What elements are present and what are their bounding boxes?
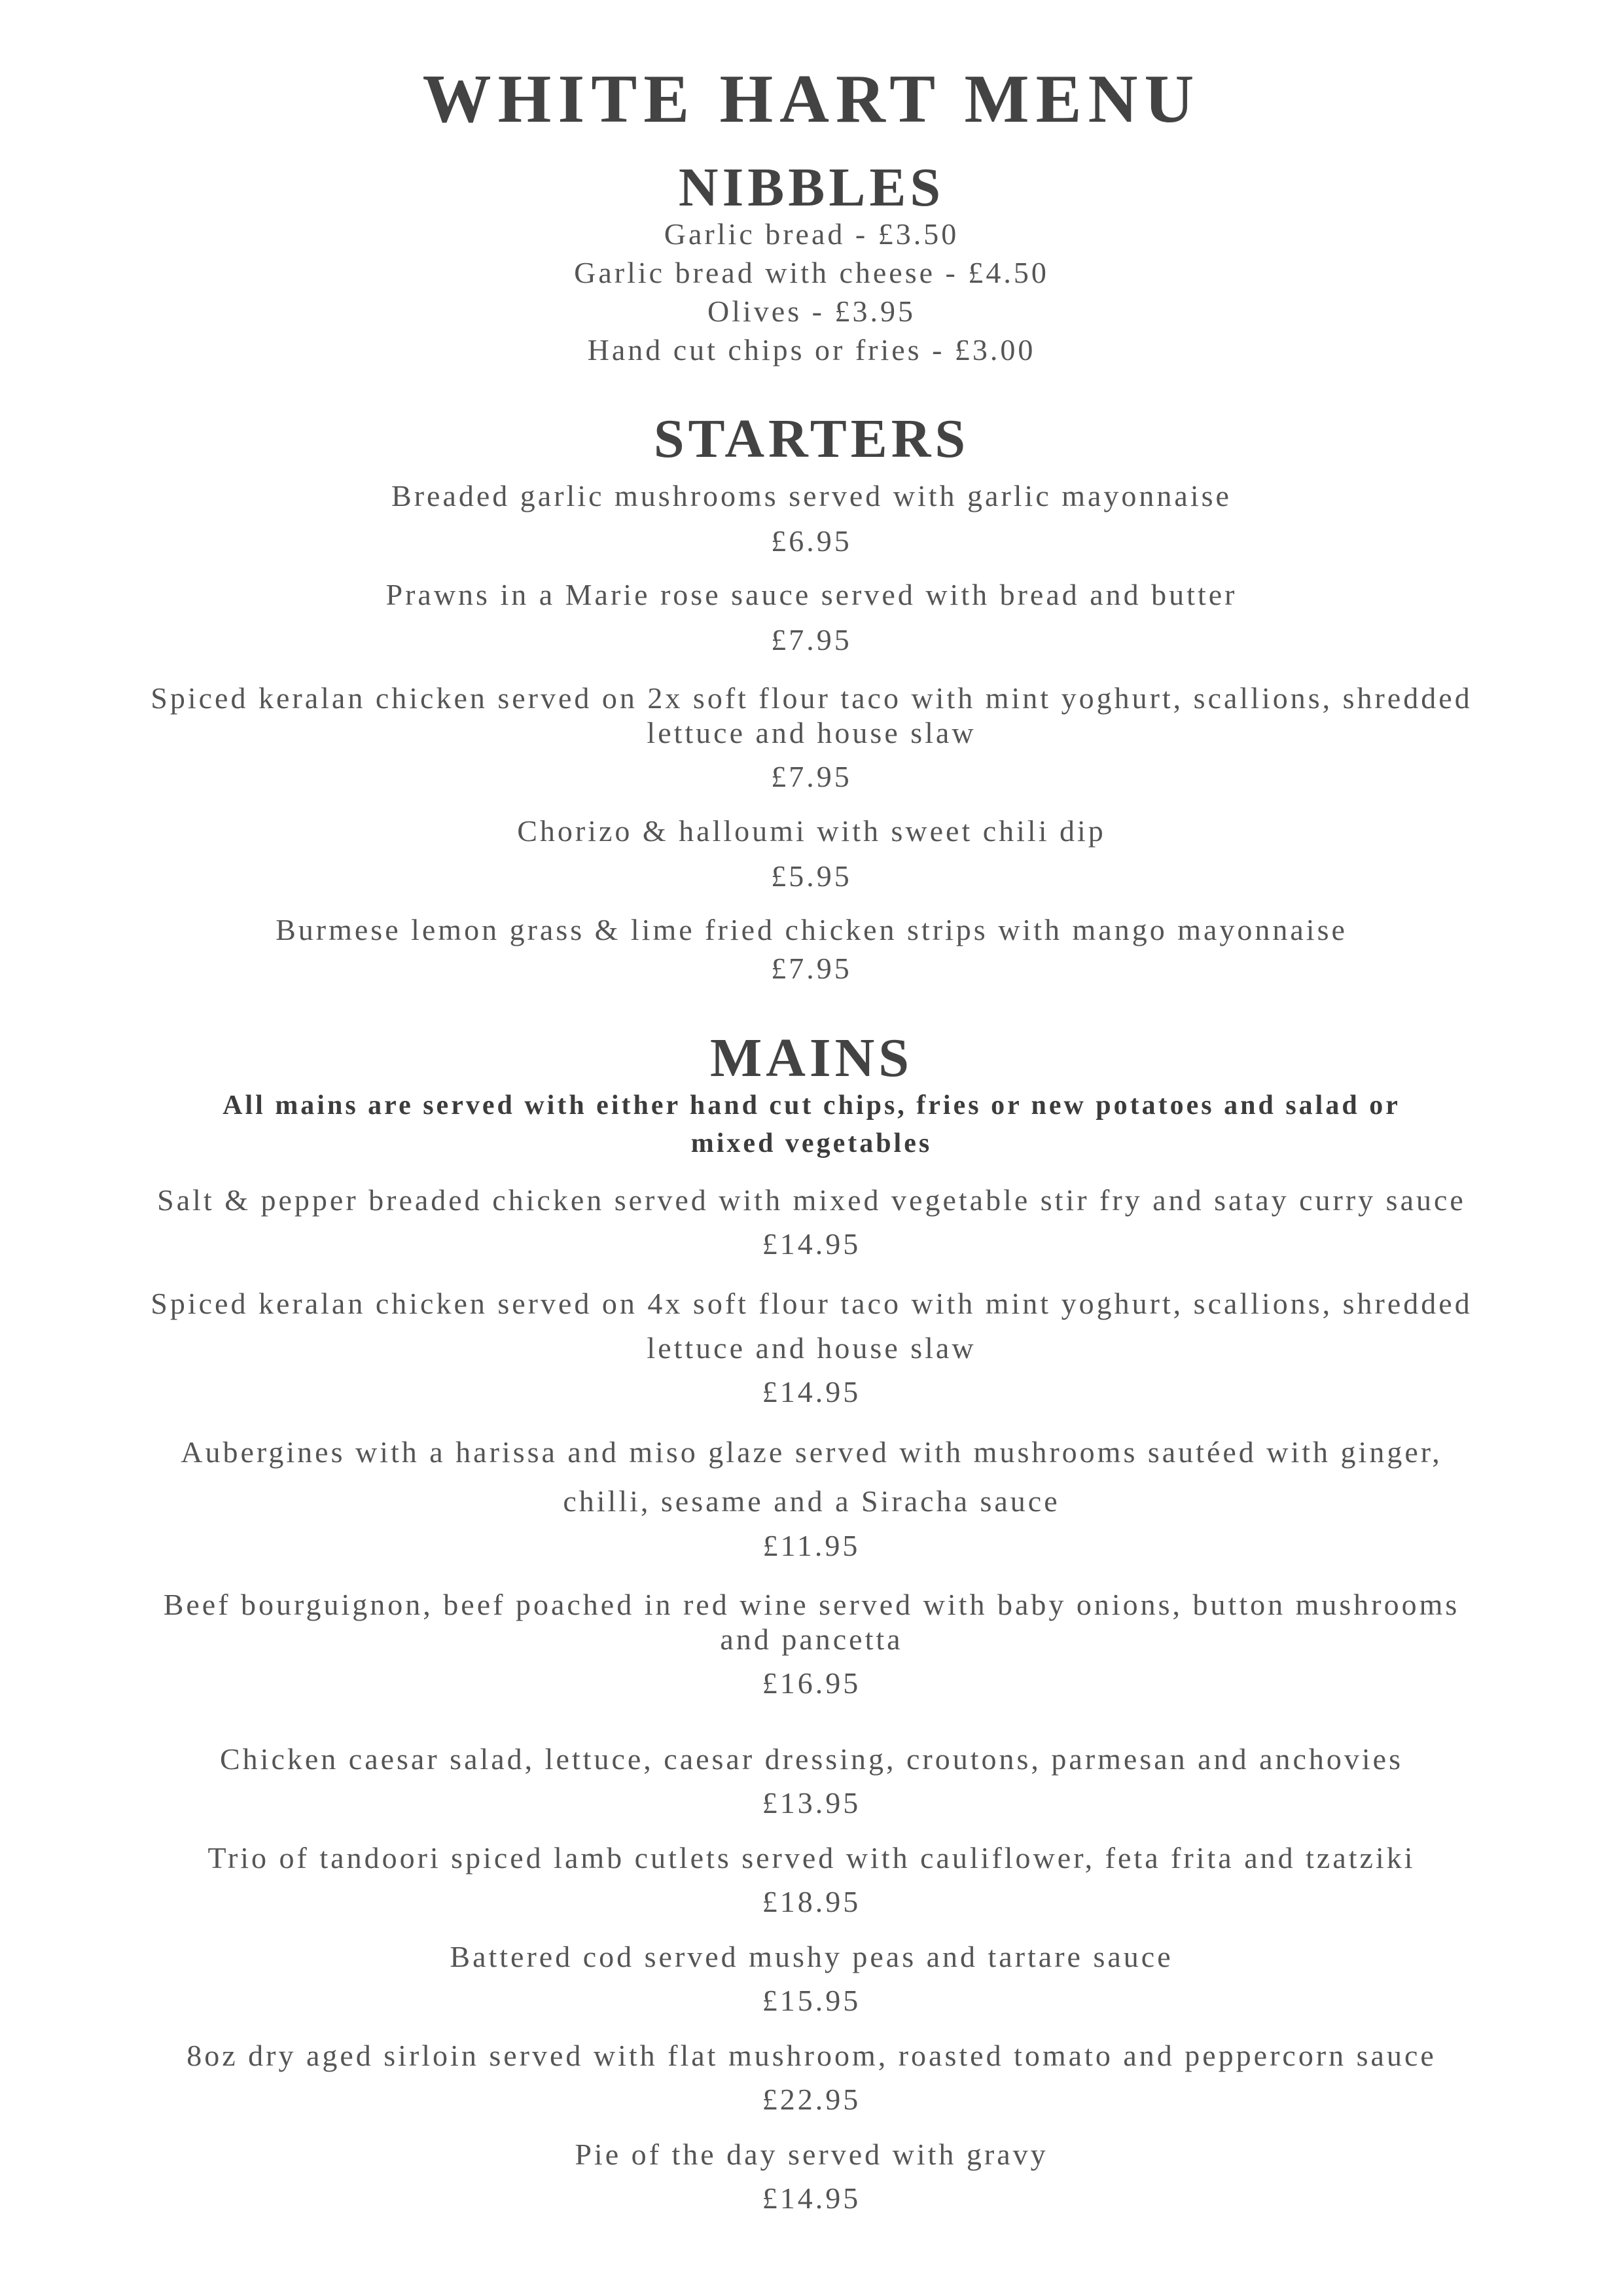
main-description: Aubergines with a harissa and miso glaze served with mushrooms sautéed with ginger, [181, 1435, 1442, 1469]
main-description: Trio of tandoori spiced lamb cutlets served with cauliflower, feta frita and tzatziki [207, 1841, 1416, 1874]
main-description: chilli, sesame and a Siracha sauce [563, 1484, 1060, 1518]
nibbles-item: Hand cut chips or fries - £3.00 [587, 333, 1036, 367]
main-description: lettuce and house slaw [647, 1331, 976, 1365]
main-description: Beef bourguignon, beef poached in red wine served with baby onions, button mushrooms [163, 1588, 1460, 1621]
starter-description: Burmese lemon grass & lime fried chicken strips with mango mayonnaise [276, 913, 1347, 946]
menu-title: WHITE HART MENU [422, 60, 1201, 137]
starter-description: Breaded garlic mushrooms served with garlic mayonnaise [391, 479, 1232, 512]
starter-description: lettuce and house slaw [647, 716, 976, 749]
main-price: £14.95 [762, 2181, 861, 2215]
main-price: £14.95 [762, 1375, 861, 1408]
starters-heading: STARTERS [653, 408, 970, 469]
starter-price: £7.95 [771, 952, 852, 985]
main-price: £22.95 [762, 2083, 861, 2116]
nibbles-heading: NIBBLES [678, 157, 945, 218]
starter-description: Prawns in a Marie rose sauce served with bread and butter [385, 578, 1238, 611]
nibbles-item: Olives - £3.95 [707, 295, 916, 328]
main-price: £16.95 [762, 1666, 861, 1700]
main-description: Salt & pepper breaded chicken served with mixed vegetable stir fry and satay curry sauce [157, 1183, 1466, 1217]
starter-description: Chorizo & halloumi with sweet chili dip [517, 814, 1106, 848]
starter-price: £7.95 [771, 623, 852, 656]
starter-price: £5.95 [771, 859, 852, 893]
main-price: £14.95 [762, 1227, 861, 1261]
nibbles-item: Garlic bread - £3.50 [664, 217, 959, 251]
main-description: Pie of the day served with gravy [575, 2138, 1048, 2171]
main-price: £18.95 [762, 1885, 861, 1918]
main-description: Battered cod served mushy peas and tartare sauce [450, 1940, 1173, 1973]
starter-description: Spiced keralan chicken served on 2x soft flour taco with mint yoghurt, scallions, shredded [151, 681, 1472, 715]
nibbles-item: Garlic bread with cheese - £4.50 [574, 256, 1049, 289]
mains-note: All mains are served with either hand cut chips, fries or new potatoes and salad or [223, 1090, 1400, 1121]
main-description: Spiced keralan chicken served on 4x soft flour taco with mint yoghurt, scallions, shredded [151, 1287, 1472, 1320]
main-description: Chicken caesar salad, lettuce, caesar dressing, croutons, parmesan and anchovies [219, 1742, 1403, 1776]
starter-price: £6.95 [771, 524, 852, 558]
main-price: £11.95 [762, 1529, 861, 1562]
mains-note: mixed vegetables [690, 1128, 933, 1158]
main-price: £15.95 [762, 1984, 861, 2017]
starter-price: £7.95 [771, 760, 852, 793]
mains-heading: MAINS [709, 1028, 913, 1088]
main-description: 8oz dry aged sirloin served with flat mushroom, roasted tomato and peppercorn sauce [187, 2039, 1436, 2072]
main-price: £13.95 [762, 1786, 861, 1820]
main-description: and pancetta [720, 1623, 903, 1656]
